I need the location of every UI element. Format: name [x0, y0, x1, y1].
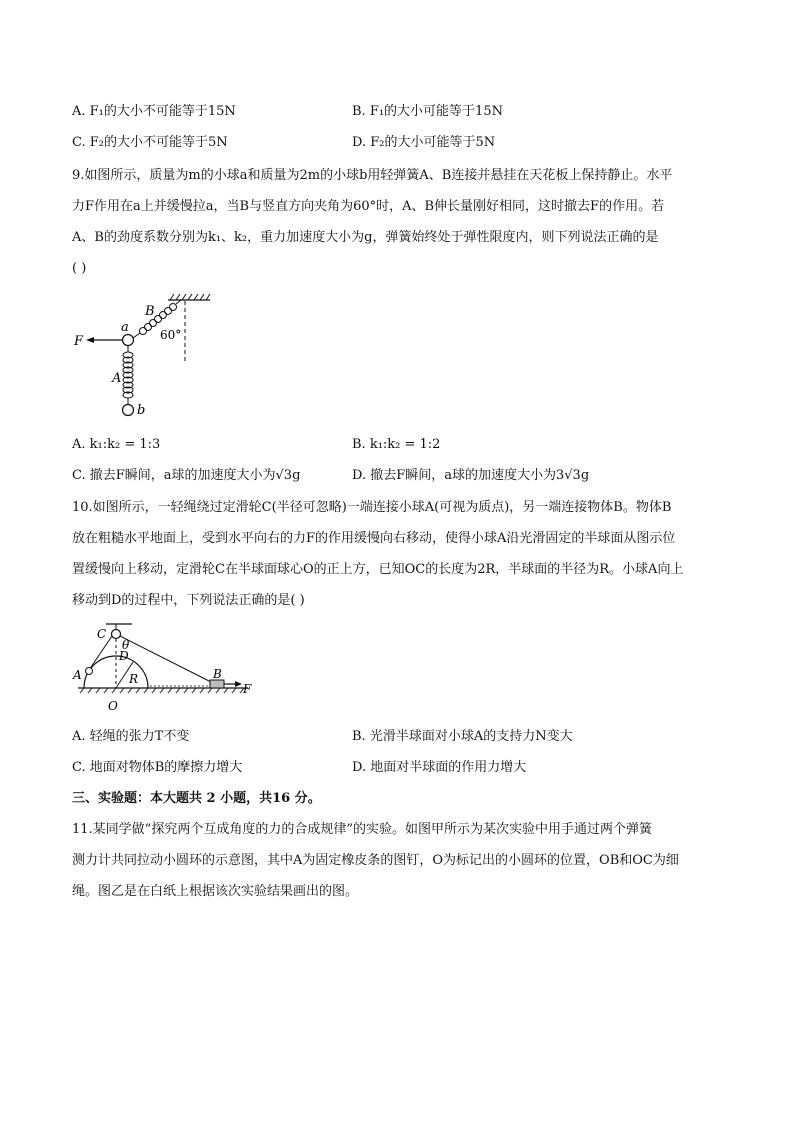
force-f-arrowhead — [235, 681, 242, 687]
ground-hatch — [80, 688, 244, 693]
label-spring-b: B — [145, 304, 155, 319]
q10-stem-line4: 移动到D的过程中，下列说法正确的是( ) — [72, 593, 305, 608]
q11-stem-line1: 11.某同学做“探究两个互成角度的力的合成规律”的实验。如图甲所示为某次实验中用手通过两个弹簧 — [72, 822, 652, 837]
q9-stem-line2: 力F作用在a上并缓慢拉a，当B与竖直方向夹角为60°时，A、B伸长量刚好相同，这时撤去F的作用。若 — [72, 199, 665, 214]
q9-option-b: B. k₁:k₂ = 1:2 — [352, 437, 441, 452]
q9-stem-line3: A、B的劲度系数分别为k₁、k₂，重力加速度大小为g，弹簧始终处于弹性限度内，则下列说法正确的是 — [72, 230, 659, 245]
label-f: F — [243, 682, 252, 696]
label-o: O — [108, 699, 118, 713]
label-b: B — [213, 667, 222, 681]
q10-option-d: D. 地面对半球面的作用力增大 — [352, 760, 527, 775]
q10-stem-line3: 置缓慢向上移动，定滑轮C在半球面球心O的正上方，已知OC的长度为2R，半球面的半径为R。小球A向上 — [72, 562, 684, 577]
q10-pulley-figure — [70, 620, 260, 718]
label-theta: θ — [122, 638, 130, 652]
q8-option-c: C. F₂的大小不可能等于5N — [72, 135, 228, 150]
q9-answer-paren: ( ) — [72, 261, 87, 276]
q9-option-c: C. 撤去F瞬间，a球的加速度大小为√3g — [72, 468, 301, 483]
q8-option-a: A. F₁的大小不可能等于15N — [72, 104, 236, 119]
q11-stem-line3: 绳。图乙是在白纸上根据该次实验结果画出的图。 — [72, 884, 359, 899]
label-a: A — [73, 668, 82, 682]
q8-option-d: D. F₂的大小可能等于5N — [352, 135, 496, 150]
q11-stem-line2: 测力计共同拉动小圆环的示意图，其中A为固定橡皮条的图钉，O为标记出的小圆环的位置，OB和OC为细 — [72, 853, 679, 868]
section-3-heading: 三、实验题：本大题共 2 小题，共16 分。 — [72, 791, 321, 806]
label-spring-a: A — [112, 371, 122, 386]
ceiling-hatch — [170, 294, 210, 300]
q10-stem-line2: 放在粗糙水平地面上，受到水平向右的力F的作用缓慢向右移动，使得小球A沿光滑固定的半球面从图示位 — [72, 531, 676, 546]
label-c: C — [97, 627, 107, 641]
force-f-arrowhead — [86, 337, 94, 343]
q10-option-a: A. 轻绳的张力T不变 — [72, 729, 190, 744]
label-angle-60: 60° — [160, 328, 182, 342]
ball-a — [123, 335, 134, 346]
q10-option-c: C. 地面对物体B的摩擦力增大 — [72, 760, 243, 775]
q10-stem-line1: 10.如图所示，一轻绳绕过定滑轮C(半径可忽略)一端连接小球A(可视为质点)，另一端连接物体B。物体B — [72, 500, 672, 515]
label-f: F — [74, 334, 84, 349]
spring-a — [123, 346, 133, 404]
q9-stem-line1: 9.如图所示，质量为m的小球a和质量为2m的小球b用轻弹簧A、B连接并悬挂在天花板上保持静止。水平 — [72, 168, 673, 183]
q10-option-b: B. 光滑半球面对小球A的支持力N变大 — [352, 729, 573, 744]
label-b: b — [137, 403, 146, 418]
pulley-c — [112, 630, 121, 639]
q9-option-a: A. k₁:k₂ = 1:3 — [72, 437, 161, 452]
q9-option-d: D. 撤去F瞬间，a球的加速度大小为3√3g — [352, 468, 590, 483]
ball-a — [86, 668, 93, 675]
block-b — [210, 680, 224, 688]
label-a: a — [121, 320, 129, 335]
ball-b — [123, 405, 134, 416]
rope-ca — [89, 636, 112, 670]
q9-spring-figure — [70, 292, 220, 427]
q8-option-b: B. F₁的大小可能等于15N — [352, 104, 503, 119]
label-d: D — [119, 649, 129, 663]
label-r: R — [129, 672, 139, 686]
